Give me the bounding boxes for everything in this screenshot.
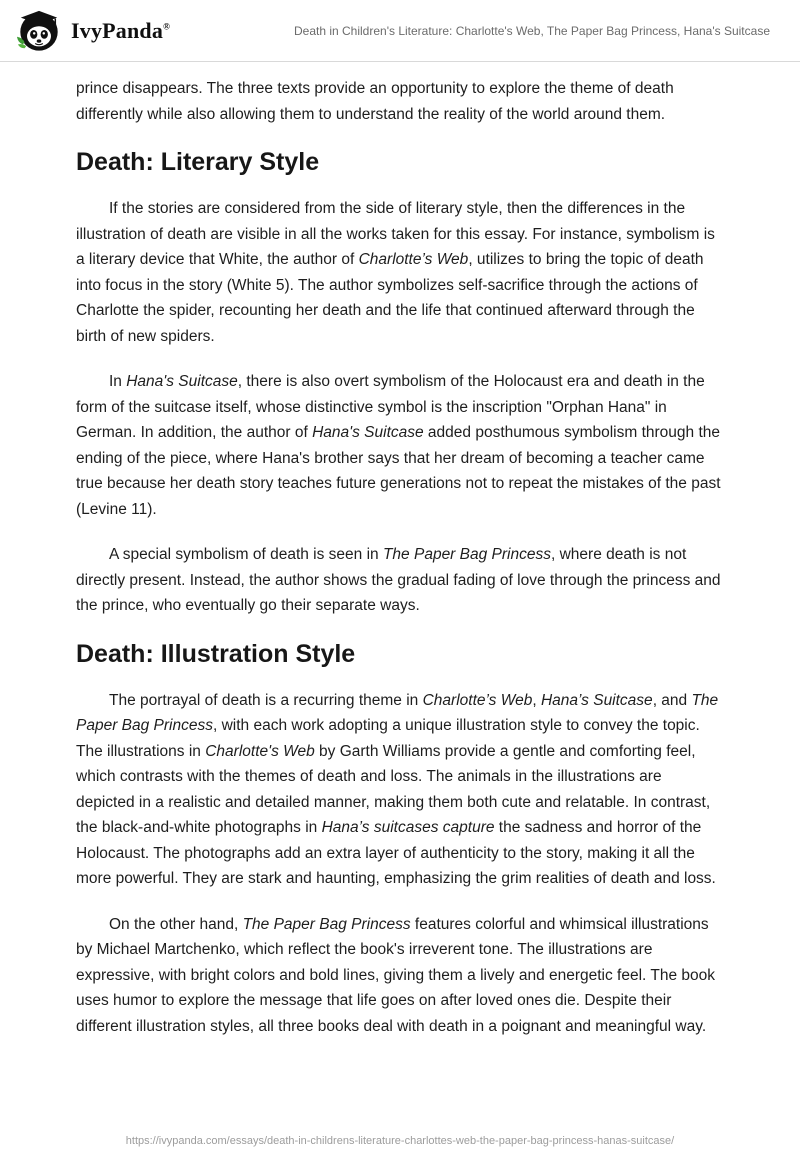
source-url: https://ivypanda.com/essays/death-in-childrens-literature-charlottes-web-the-paper-bag-princess-hanas-suitcase/ [125, 1135, 675, 1147]
paragraph: The portrayal of death is a recurring theme in Charlotte’s Web, Hana’s Suitcase, and The Paper Bag Princess, with each work adopting a unique illustration style to convey the topic. The illustrations in Charlotte's Web by Garth Williams provide a gentle and comforting feel, which contrasts with the themes of death and loss. The animals in the illustrations are depicted in a realistic and detailed manner, making them both cute and relatable. In contrast, the black-and-white photographs in Hana’s suitcases capture the sadness and horror of the Holocaust. The photographs add an extra layer of authenticity to the story, making it all the more powerful. They are stark and haunting, emphasizing the grim realities of death and loss. [76, 691, 719, 887]
brand-name [71, 18, 170, 44]
brand-text: IvyPanda [71, 17, 164, 43]
book-title: Charlotte’s Web [422, 691, 533, 709]
paragraph: A special symbolism of death is seen in The Paper Bag Princess, where death is not directly present. Instead, the author shows the gradual fading of love through the princess and the prince, who eventually go their separate ways. [76, 546, 721, 614]
brand [16, 8, 170, 54]
book-title: Charlotte’s Web [358, 251, 469, 268]
heading-illustration-style: Death: Illustration Style [76, 639, 356, 668]
heading-literary-style: Death: Literary Style [76, 148, 320, 176]
book-title: Hana's Suitcase [126, 373, 238, 390]
book-title: The Paper Bag Princess [76, 691, 719, 734]
page-footer [0, 1125, 800, 1160]
document-header-title: Death in Children's Literature: Charlotte's Web, The Paper Bag Princess, Hana's Suitcase [293, 23, 770, 38]
ivypanda-logo-icon [16, 8, 62, 54]
registered-trademark: ® [163, 21, 171, 32]
book-title: Hana’s Suitcase [540, 691, 653, 709]
site-header [0, 0, 800, 62]
book-title: Hana's Suitcase [312, 424, 424, 441]
book-title: Hana’s suitcases capture [321, 819, 495, 836]
book-title: Charlotte's Web [205, 742, 315, 760]
paragraph: If the stories are considered from the side of literary style, then the differences in the illustration of death are visible in all the works taken for this essay. For instance, symbolism is a literary device that White, the author of Charlotte’s Web, utilizes to bring the topic of death into focus in the story (White 5). The author symbolizes self-sacrifice through the actions of Charlotte the spider, recounting her death and the life that continued afterward through the birth of new spiders. [76, 200, 715, 345]
essay-content [0, 62, 800, 1125]
book-title: The Paper Bag Princess [382, 546, 551, 563]
paragraph: On the other hand, The Paper Bag Princess features colorful and whimsical illustrations by Michael Martchenko, which reflect the book's irreverent tone. The illustrations are expressive, with bright colors and bold lines, giving them a lively and energetic feel. The book uses humor to explore the message that life goes on after loved ones die. Despite their different illustration styles, all three books deal with death in a poignant and meaningful way. [76, 915, 716, 1035]
paragraph-intro: prince disappears. The three texts provide an opportunity to explore the theme of death differently while also allowing them to understand the reality of the world around them. [76, 80, 674, 123]
paragraph: In Hana's Suitcase, there is also overt symbolism of the Holocaust era and death in the form of the suitcase itself, whose distinctive symbol is the inscription "Orphan Hana" in German. In addition, the author of Hana's Suitcase added posthumous symbolism through the ending of the piece, where Hana's brother says that her dream of becoming a teacher came true because her death story teaches future generations not to repeat the mistakes of the past (Levine 11). [76, 373, 721, 518]
book-title: The Paper Bag Princess [242, 915, 411, 933]
